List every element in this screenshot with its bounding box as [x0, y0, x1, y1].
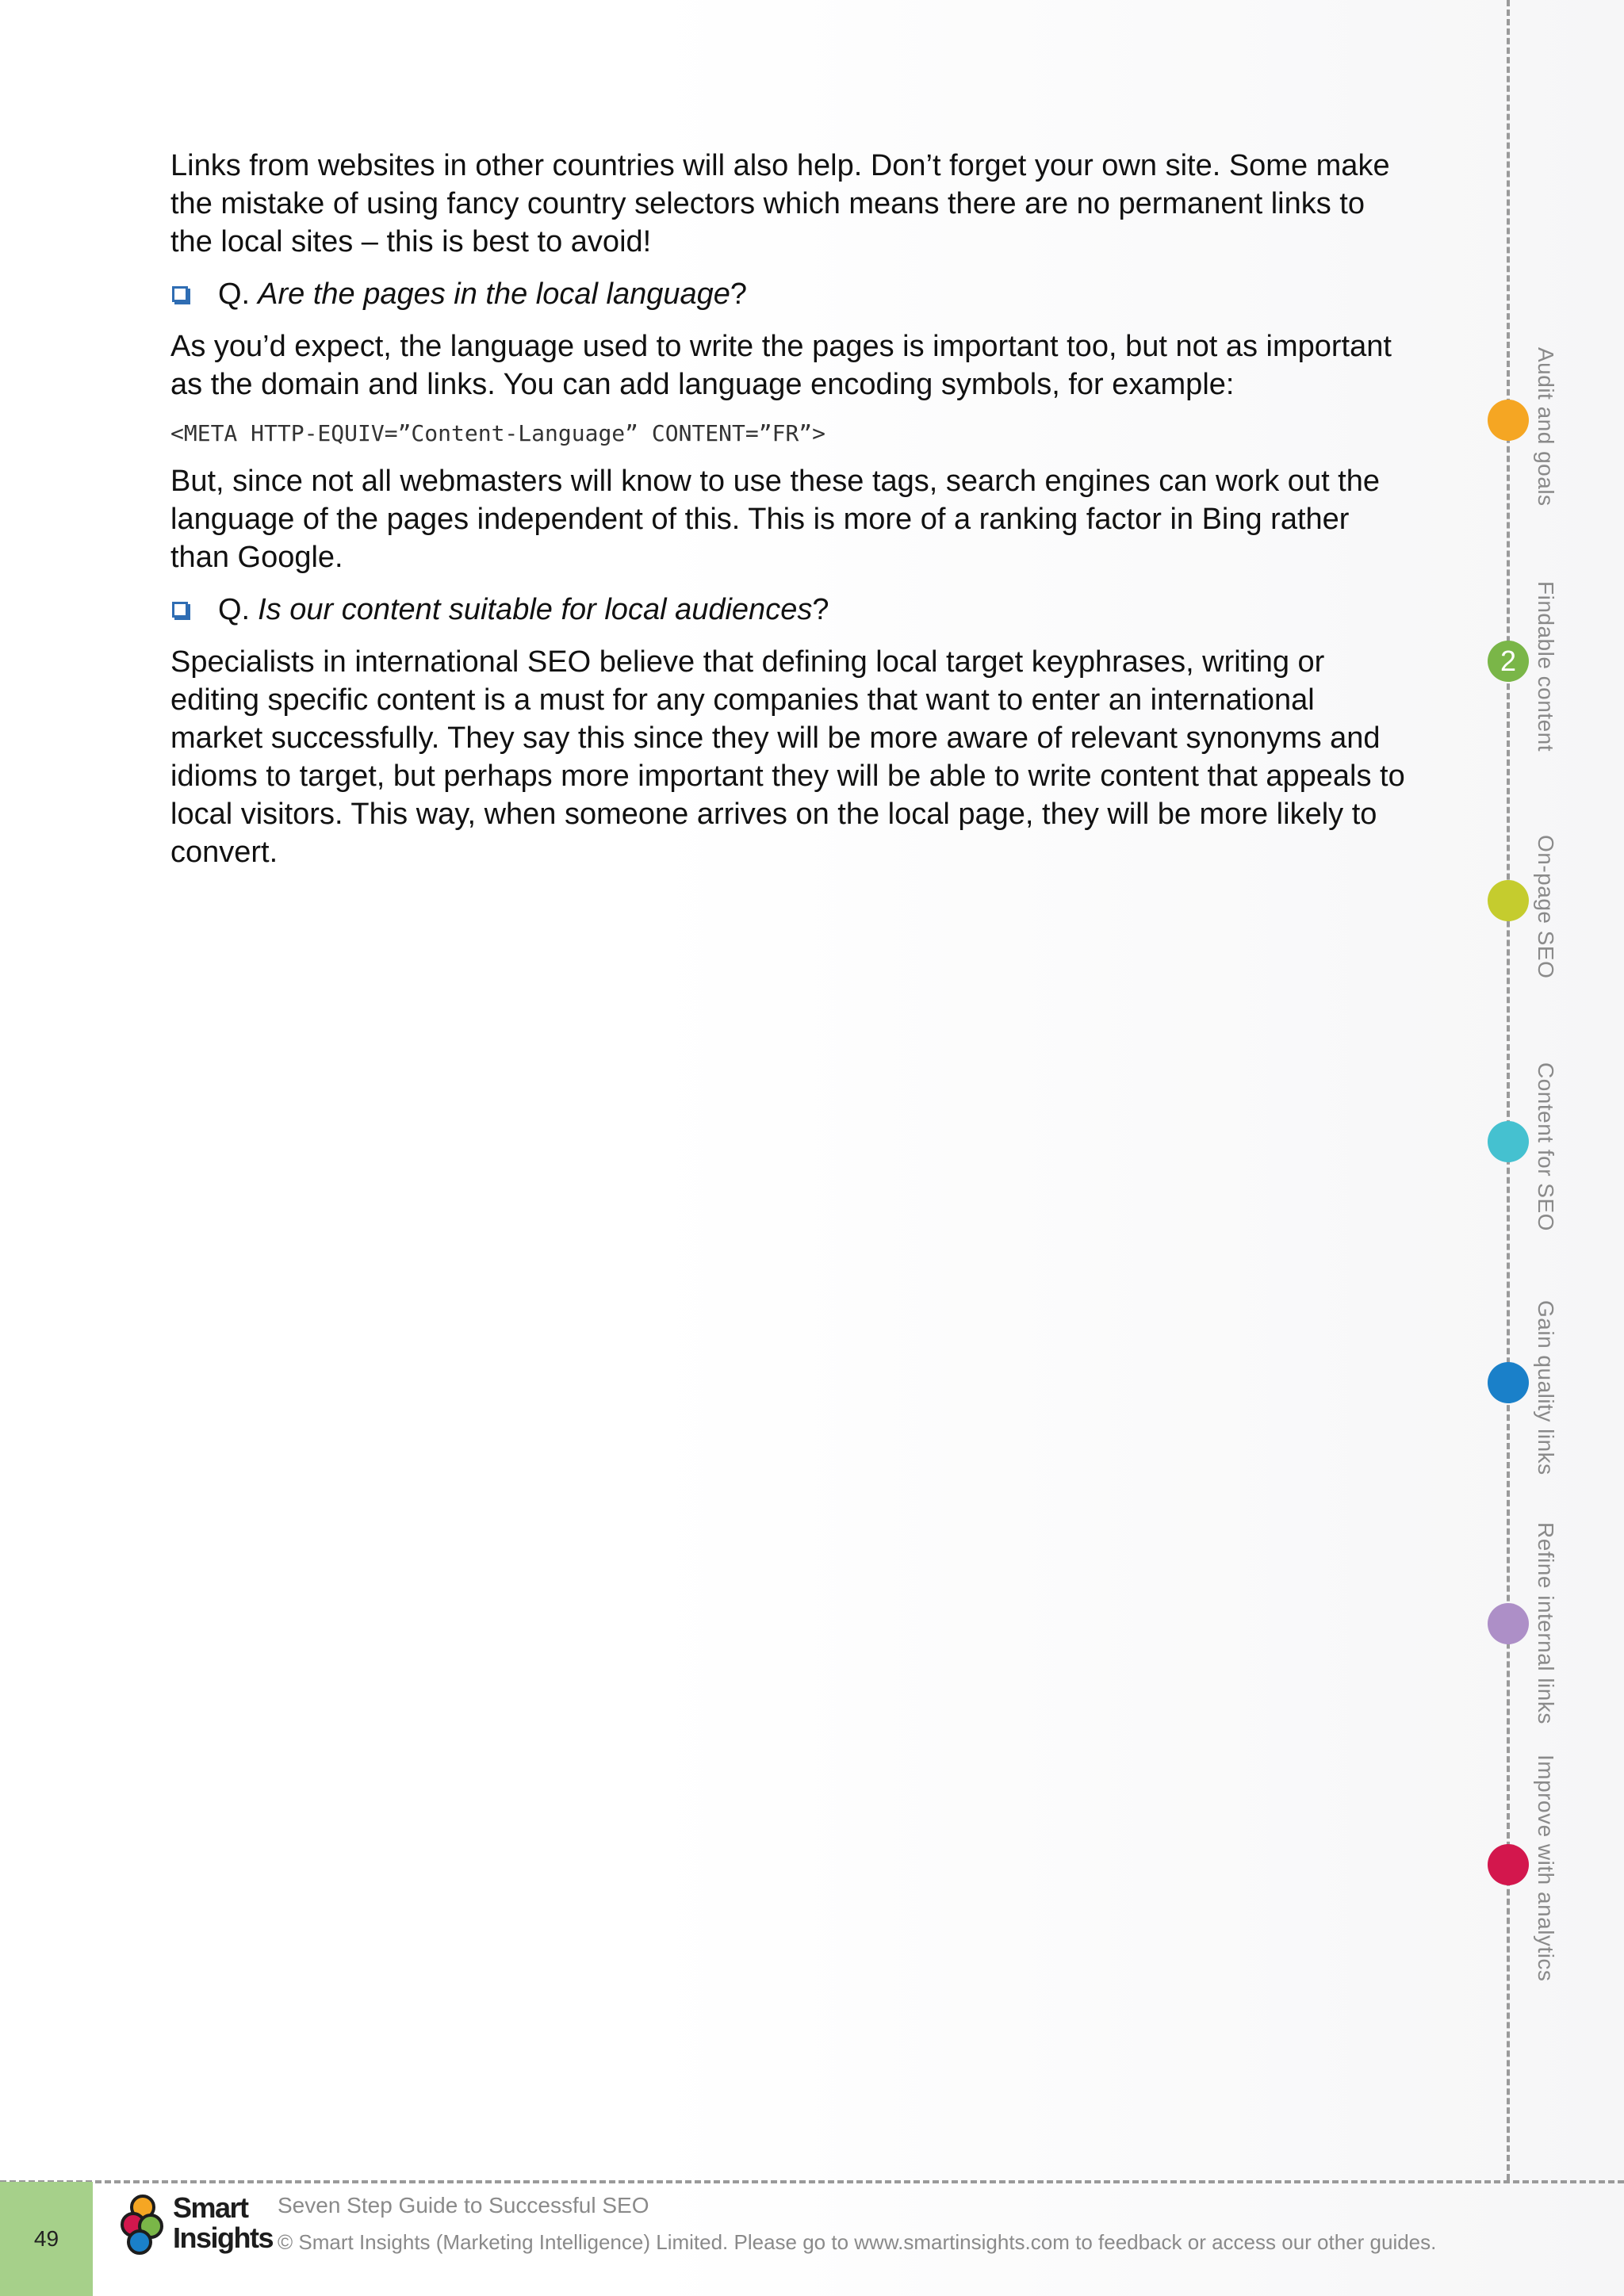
footer-copyright: © Smart Insights (Marketing Intelligence) Limited. Please go to www.smartinsights.com to feedback or access our other guides.: [278, 2230, 1437, 2254]
question-prefix: Q.: [218, 277, 251, 311]
main-content: [170, 147, 1408, 886]
footer-divider: [0, 2180, 1624, 2183]
question-mark: ?: [812, 593, 829, 626]
step-number: 2: [1500, 645, 1517, 677]
checklist-question-language: [170, 275, 1408, 313]
paragraph-webmasters: But, since not all webmasters will know to use these tags, search engines can work out the language of the pages independent of this. This is more of a ranking factor in Bing rather than Google.: [170, 465, 1381, 574]
step-dot-content[interactable]: [1488, 1121, 1529, 1162]
checkbox-icon: [172, 286, 188, 302]
logo-wordmark: Smart Insights: [173, 2191, 274, 2254]
paragraph-language: As you’d expect, the language used to write the pages is important too, but not as important as the domain and links. You can add language encoding symbols, for example:: [170, 330, 1392, 401]
step-dot-analytics[interactable]: [1488, 1844, 1529, 1885]
page-number: 49: [0, 2182, 93, 2296]
step-dot-links[interactable]: [1488, 1362, 1529, 1403]
question-text: Are the pages in the local language: [258, 277, 730, 311]
checkbox-icon: [172, 602, 188, 618]
code-sample: <META HTTP-EQUIV=”Content-Language” CONTENT=”FR”>: [170, 420, 826, 446]
checklist-question-content: [170, 591, 1408, 629]
footer-guide-title: Seven Step Guide to Successful SEO: [278, 2193, 649, 2218]
question-text: Is our content suitable for local audiences: [258, 593, 813, 626]
smart-insights-logo: [119, 2190, 274, 2261]
paragraph-links: Links from websites in other countries will also help. Don’t forget your own site. Some make the mistake of using fancy country selectors which means there are no permanent links to the local sites – this is best to avoid!: [170, 149, 1390, 258]
question-mark: ?: [730, 277, 748, 311]
step-dot-onpage[interactable]: [1488, 880, 1529, 921]
paragraph-specialists: Specialists in international SEO believe that defining local target keyphrases, writing or editing specific content is a must for any companies that want to enter an international market successfully. They say this since they will be more aware of relevant synonyms and idioms to target, but perhaps more important they will be able to write content that appeals to local visitors. This way, when someone arrives on the local page, they will be more likely to convert.: [170, 645, 1405, 869]
step-dot-internal[interactable]: [1488, 1603, 1529, 1644]
question-prefix: Q.: [218, 593, 251, 626]
step-dot-audit[interactable]: [1488, 400, 1529, 441]
logo-mark-icon: [119, 2190, 174, 2261]
step-dot-findable[interactable]: [1488, 641, 1529, 682]
